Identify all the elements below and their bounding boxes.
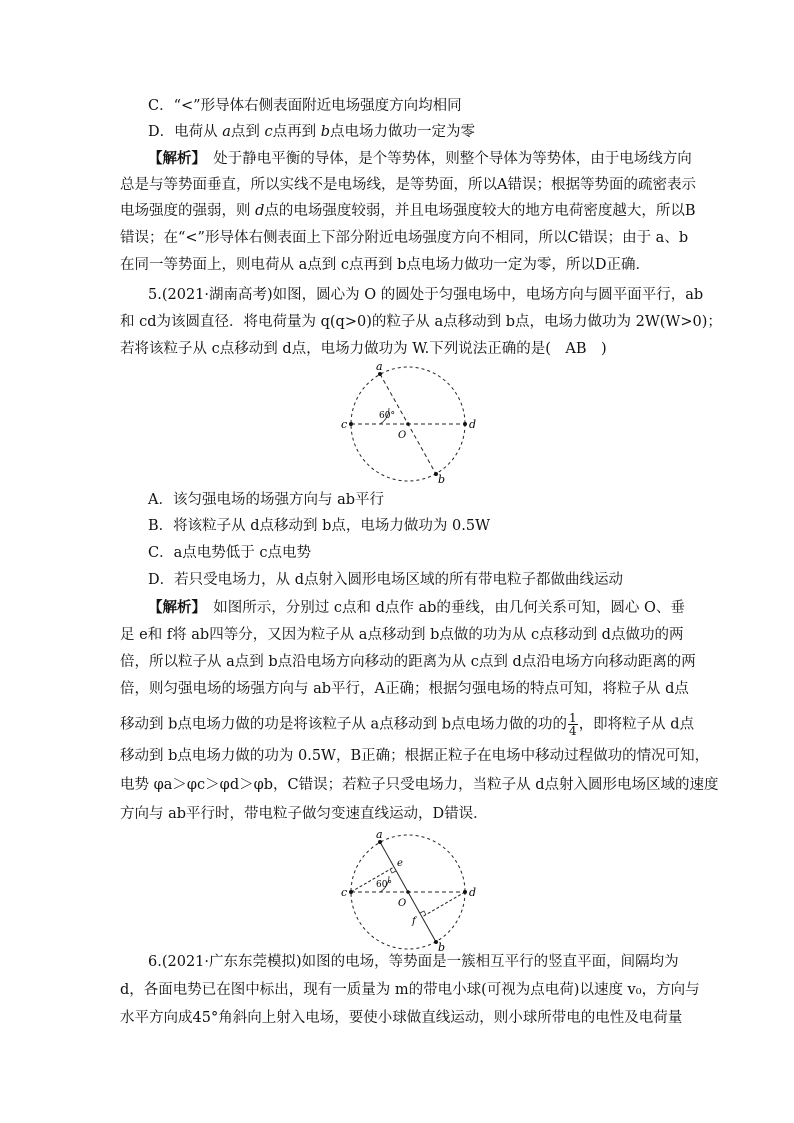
- point-O: [406, 422, 410, 426]
- label-f: f: [412, 916, 416, 927]
- label-angle: 60°: [379, 411, 395, 421]
- q5-analysis-line-4: 倍，则匀强电场的场强方向与 ab平行，A正确；根据匀强电场的特点可知，将粒子从 d点: [120, 681, 689, 697]
- q5-analysis-line-7: 电势 φa＞φc＞φd＞φb，C错误；若粒子只受电场力，当粒子从 d点射入圆形电场区域的速度: [120, 777, 719, 793]
- q5-analysis-line-1: 【解析】 如图所示，分别过 c点和 d点作 ab的垂线，由几何关系可知，圆心 O、垂: [148, 599, 685, 616]
- q5-analysis-line-2: 足 e和 f将 ab四等分，又因为粒子从 a点移动到 b点做的功为从 c点移动到 d点做功的两: [120, 627, 684, 643]
- q5-option-a: A．该匀强电场的场强方向与 ab平行: [148, 492, 385, 508]
- point-c: [349, 422, 353, 426]
- label-a: a: [376, 362, 383, 373]
- q5-figure-2: [340, 830, 480, 952]
- q5-analysis-line-8: 方向与 ab平行时，带电粒子做匀变速直线运动，D错误．: [120, 806, 488, 822]
- label-d: d: [469, 886, 477, 899]
- q4-analysis-line-3: 电场强度的强弱，则 d点的电场强度较弱，并且电场强度较大的地方电荷密度越大，所以B: [120, 203, 696, 219]
- q5-stem-line-3: 若将该粒子从 c点移动到 d点，电场力做功为 W.下列说法正确的是( AB ): [120, 341, 607, 357]
- q4-analysis-line-2: 总是与等势面垂直，所以实线不是电场线，是等势面，所以A错误；根据等势面的疏密表示: [120, 177, 696, 193]
- q5-figure-1: [340, 362, 480, 484]
- q5-option-b: B．将该粒子从 d点移动到 b点，电场力做功为 0.5W: [148, 518, 491, 534]
- label-e: e: [397, 858, 403, 869]
- label-d: d: [469, 418, 477, 431]
- q4-option-d: D．电荷从 a点到 c点再到 b点电场力做功一定为零: [148, 124, 476, 140]
- q4-analysis-line-5: 在同一等势面上，则电荷从 a点到 c点再到 b点电场力做功一定为零，所以D正确．: [120, 257, 650, 273]
- label-angle: 60°: [376, 880, 392, 890]
- q6-stem-line-3: 水平方向成45°角斜向上射入电场，要使小球做直线运动，则小球所带电的电性及电荷量: [120, 1010, 683, 1026]
- label-a: a: [376, 830, 383, 841]
- q5-stem-line-1: 5.(2021·湖南高考)如图，圆心为 O 的圆处于匀强电场中，电场方向与圆平面平行，ab: [148, 287, 704, 303]
- perpendicular-df: [422, 892, 465, 917]
- q4-analysis-line-4: 错误；在“<”形导体右侧表面上下部分附近电场强度方向不相同，所以C错误；由于 a、b: [120, 230, 689, 246]
- q5-stem-line-2: 和 cd为该圆直径．将电荷量为 q(q>0)的粒子从 a点移动到 b点，电场力做功为 2W(W>0)；: [120, 314, 722, 330]
- analysis-tag: 【解析】: [148, 599, 199, 616]
- point-O: [406, 890, 410, 894]
- q5-analysis-line-6: 移动到 b点电场力做的功为 0.5W，B正确；根据正粒子在电场中移动过程做功的情况可知，: [120, 748, 710, 764]
- label-O: O: [398, 430, 407, 441]
- q6-stem-line-1: 6.(2021·广东东莞模拟)如图的电场，等势面是一簇相互平行的竖直平面，间隔均为: [148, 954, 679, 970]
- point-c: [349, 890, 353, 894]
- point-d: [463, 890, 467, 894]
- q4-option-c: C．“<”形导体右侧表面附近电场强度方向均相同: [148, 98, 462, 114]
- q6-stem-line-2: d，各面电势已在图中标出，现有一质量为 m的带电小球(可视为点电荷)以速度 v₀，方向与: [120, 982, 700, 998]
- label-O: O: [398, 898, 407, 909]
- q5-analysis-line-3: 倍，所以粒子从 a点到 b点沿电场方向移动的距离为从 c点到 d点沿电场方向移动距离的两: [120, 654, 696, 670]
- label-c: c: [341, 886, 348, 899]
- label-b: b: [438, 473, 446, 484]
- q5-option-c: C．a点电势低于 c点电势: [148, 545, 311, 561]
- q5-option-d: D．若只受电场力，从 d点射入圆形电场区域的所有带电粒子都做曲线运动: [148, 572, 624, 588]
- fraction-one-quarter: $\frac{1}{4}$: [569, 711, 577, 738]
- q4-analysis-line-1: 【解析】 处于静电平衡的导体，是个等势体，则整个导体为等势体，由于电场线方向: [148, 150, 692, 167]
- point-d: [463, 422, 467, 426]
- analysis-tag: 【解析】: [148, 150, 199, 167]
- label-c: c: [341, 418, 348, 431]
- label-b: b: [438, 941, 446, 952]
- q5-analysis-line-5: 移动到 b点电场力做的功是将该粒子从 a点移动到 b点电场力做的功的 $\frac{1}{4}$ ，即将粒子从 d点: [120, 711, 695, 738]
